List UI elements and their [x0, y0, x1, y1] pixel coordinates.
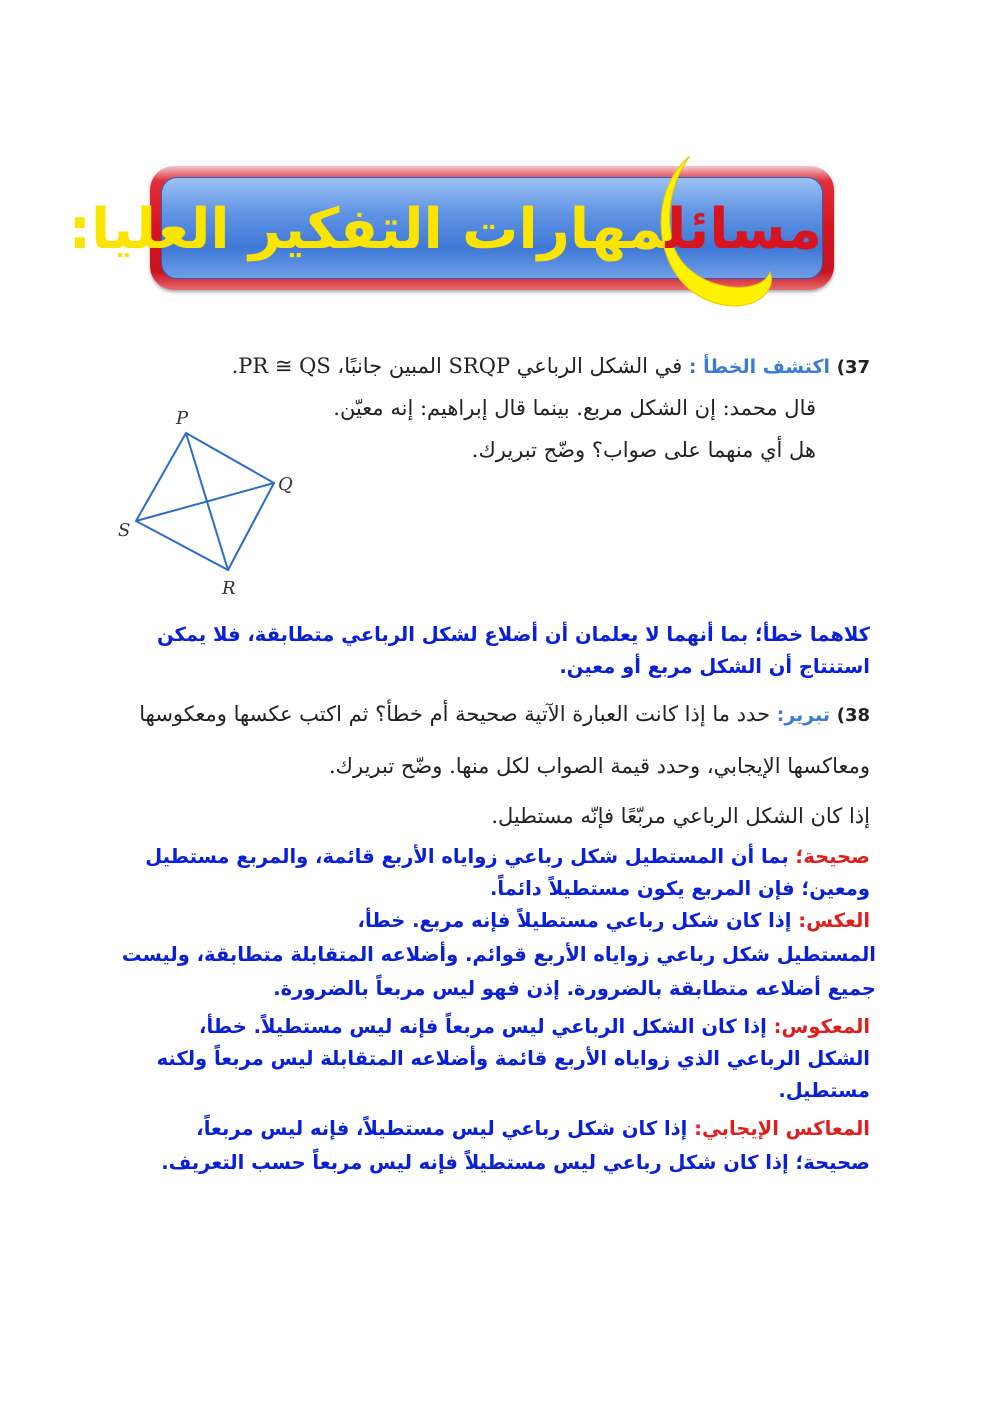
banner-title	[68, 190, 822, 270]
q38-answer-text3: إذا كان شكل رباعي مستطيلاً فإنه مربع. خطأ،	[357, 909, 799, 932]
q38-answer-line9	[100, 1114, 870, 1144]
true-label: صحيحة؛	[795, 845, 870, 868]
q37-answer-line2: استنتاج أن الشكل مربع أو معين.	[559, 655, 870, 678]
vertex-label-r: R	[222, 578, 236, 599]
q38-answer-text9: إذا كان شكل رباعي ليس مستطيلاً، فإنه ليس مربعاً،	[196, 1117, 695, 1140]
vertex-label-p: P	[176, 408, 189, 429]
q38-answer-line10: صحيحة؛ إذا كان شكل رباعي ليس مستطيلاً فإنه ليس مربعاً حسب التعريف.	[161, 1151, 870, 1174]
diagonal-qs	[136, 483, 274, 521]
q37-statement: في الشكل الرباعي SRQP المبين جانبًا، PR ≅ QS.	[231, 354, 683, 378]
q37-line1	[140, 352, 870, 382]
q38-answer-text1: بما أن المستطيل شكل رباعي زواياه الأربع قائمة، والمربع مستطيل	[145, 845, 796, 868]
contrapositive-label: المعاكس الإيجابي:	[694, 1117, 870, 1140]
vertex-label-s: S	[118, 520, 131, 541]
q37-line2: قال محمد: إن الشكل مربع. بينما قال إبراهيم: إنه معيّن.	[333, 396, 816, 420]
q38-statement: حدد ما إذا كانت العبارة الآتية صحيحة أم خطأ؟ ثم اكتب عكسها ومعكوسها	[139, 702, 771, 726]
banner-title-red: مسائل	[665, 197, 822, 262]
banner-title-yellow: مهارات التفكير العليا:	[68, 197, 666, 262]
q38-tag: تبرير:	[776, 704, 831, 726]
q37-line3: هل أي منهما على صواب؟ وضّح تبريرك.	[471, 438, 816, 462]
q37-number: 37)	[836, 357, 870, 378]
q38-answer-line7: الشكل الرباعي الذي زواياه الأربع قائمة وأضلاعه المتقابلة ليس مربعاً ولكنه	[156, 1047, 870, 1070]
q38-answer-text6: إذا كان الشكل الرباعي ليس مربعاً فإنه ليس مستطيلاً. خطأ،	[199, 1015, 774, 1038]
q38-answer-line4: المستطيل شكل رباعي زواياه الأربع قوائم. وأضلاعه المتقابلة متطابقة، وليست	[121, 943, 876, 966]
q38-line2: ومعاكسها الإيجابي، وحدد قيمة الصواب لكل منها. وضّح تبريرك.	[329, 754, 870, 778]
q38-number: 38)	[836, 705, 870, 726]
vertex-label-q: Q	[278, 474, 293, 495]
q38-answer-line3	[100, 906, 870, 936]
inverse-label: المعكوس:	[773, 1015, 870, 1038]
q38-answer-line6	[100, 1012, 870, 1042]
q38-answer-line5: جميع أضلاعه متطابقة بالضرورة. إذن فهو ليس مربعاً بالضرورة.	[273, 977, 876, 1000]
q38-line1	[100, 700, 870, 730]
q37-answer-line1: كلاهما خطأ؛ بما أنهما لا يعلمان أن أضلاع لشكل الرباعي متطابقة، فلا يمكن	[156, 623, 870, 646]
q38-answer-line1	[100, 842, 870, 872]
quadrilateral-figure	[110, 400, 310, 600]
converse-label: العكس:	[798, 909, 870, 932]
q38-answer-line2: ومعين؛ فإن المربع يكون مستطيلاً دائماً.	[489, 877, 870, 900]
q38-line3: إذا كان الشكل الرباعي مربّعًا فإنّه مستطيل.	[491, 804, 870, 828]
q37-tag: اكتشف الخطأ :	[688, 356, 831, 378]
q38-answer-line8: مستطيل.	[778, 1079, 870, 1102]
